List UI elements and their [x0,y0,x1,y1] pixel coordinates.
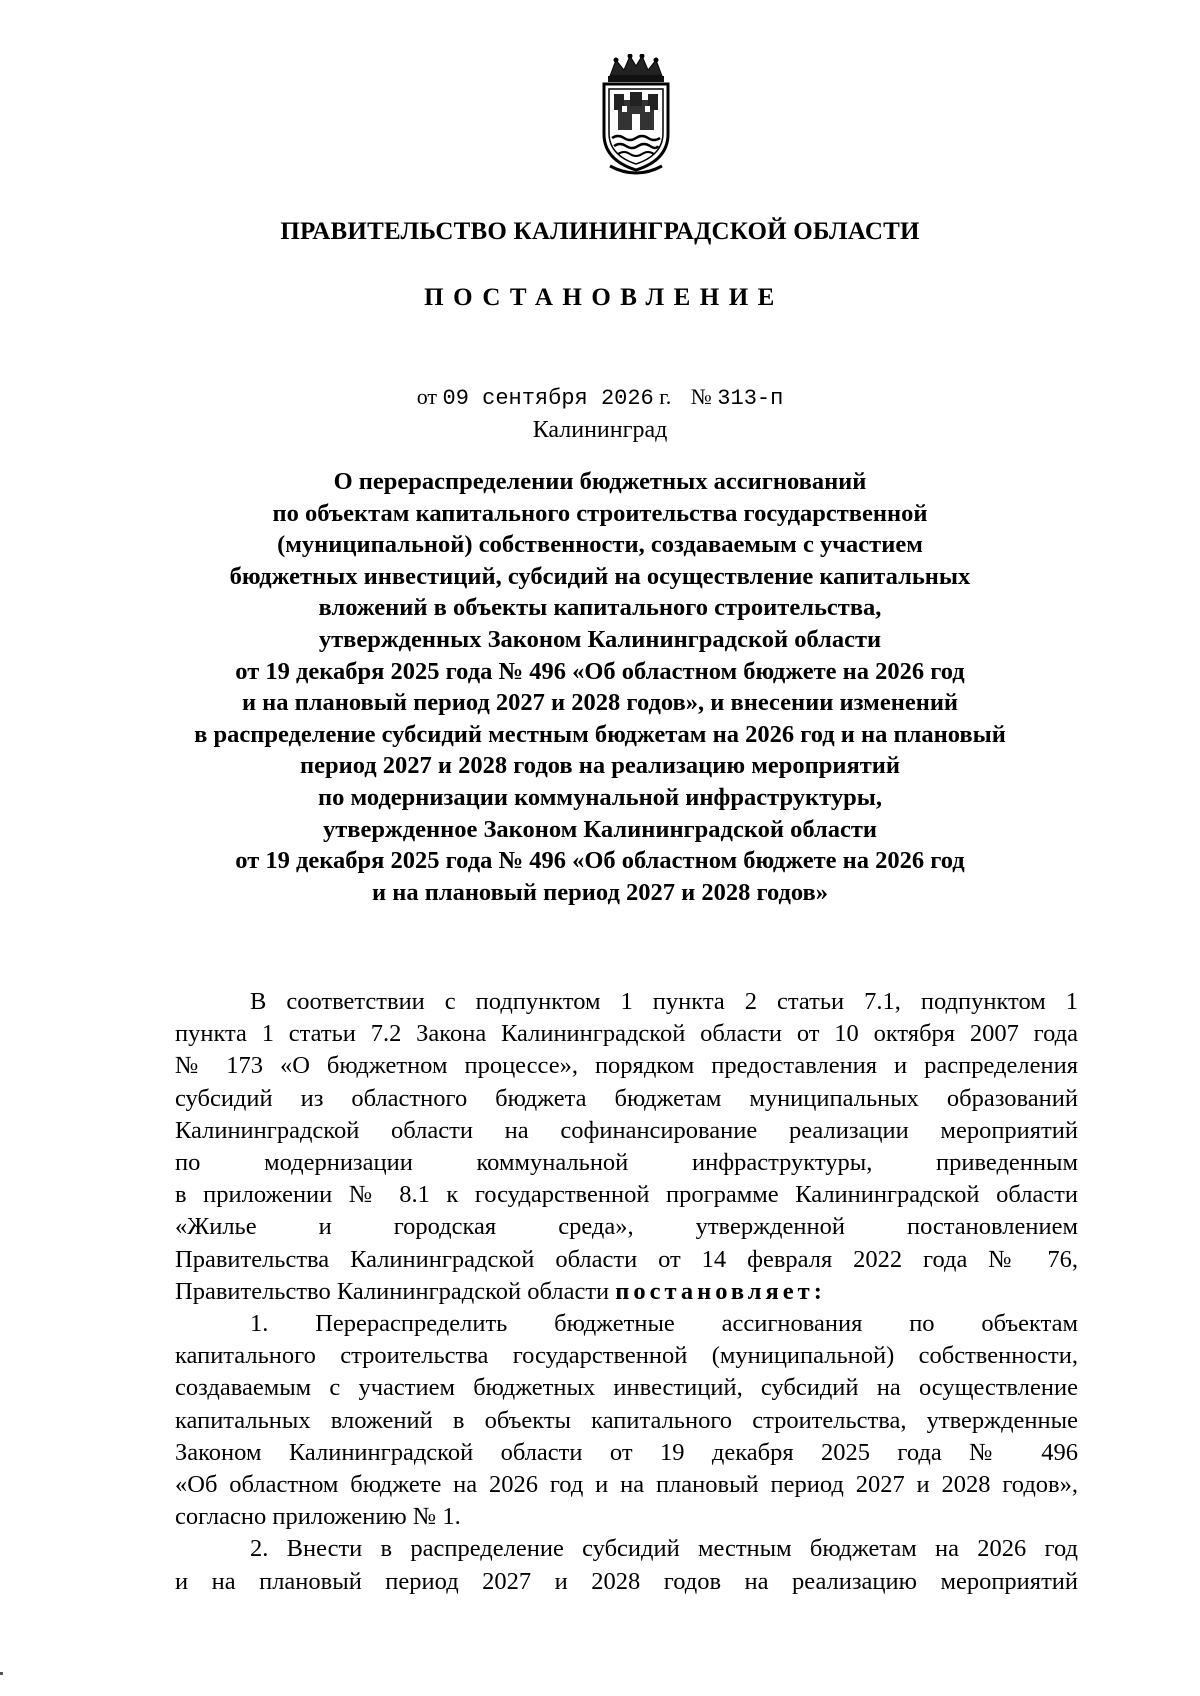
item-1-line: Законом Калининградской области от 19 декабря 2025 года № 496 [175,1438,1078,1466]
title-line: по объектам капитального строительства государственной [272,499,928,527]
body-line: по модернизации коммунальной инфраструктуры, приведенным [175,1149,1078,1177]
date-number-line [0,384,1200,411]
body-line: субсидий из областного бюджета бюджетам муниципальных образований [175,1084,1078,1112]
item-1-line: капитального строительства государственной (муниципальной) собственности, [175,1342,1078,1370]
title-line: утвержденных Законом Калининградской области [318,625,882,653]
title-line: от 19 декабря 2025 года № 496 «Об областном бюджете на 2026 год [235,657,965,685]
date-suffix: г. [659,384,672,409]
title-line: утвержденное Законом Калининградской области [322,815,878,843]
body-line: «Жилье и городская среда», утвержденной постановлением [175,1213,1078,1241]
item-1-line: согласно приложению № 1. [175,1503,461,1531]
document-body [175,986,1078,1598]
scan-edge-mark [0,1672,3,1675]
number-sign: № [690,384,712,409]
document-type: ПОСТАНОВЛЕНИЕ [424,284,784,311]
organization-name: ПРАВИТЕЛЬСТВО КАЛИНИНГРАДСКОЙ ОБЛАСТИ [280,218,920,245]
item-1-line: капитальных вложений в объекты капитального строительства, утвержденные [175,1406,1078,1434]
body-line: пункта 1 статьи 7.2 Закона Калининградской области от 10 октября 2007 года [175,1020,1078,1048]
date-prefix: от [416,384,438,409]
item-2-line: 2. Внести в распределение субсидий местным бюджетам на 2026 год [250,1535,1078,1563]
title-line: от 19 декабря 2025 года № 496 «Об областном бюджете на 2026 год [235,847,965,875]
body-line: Калининградской области на софинансирование реализации мероприятий [175,1116,1078,1144]
document-number: 313-п [717,386,784,411]
title-line: О перераспределении бюджетных ассигнований [333,468,867,495]
coat-of-arms-icon [596,54,676,180]
title-line: по модернизации коммунальной инфраструктуры, [318,783,882,811]
body-line [175,1276,1078,1308]
document-date: 09 сентября 2026 [442,386,654,411]
title-line: в распределение субсидий местным бюджетам на 2026 год и на плановый [194,720,1006,748]
item-1-line: 1. Перераспределить бюджетные ассигнования по объектам [250,1310,1078,1338]
title-line: и на плановый период 2027 и 2028 годов», и внесении изменений [241,689,959,717]
item-1-line: «Об областном бюджете на 2026 год и на плановый период 2027 и 2028 годов», [175,1471,1078,1499]
title-line: вложений в объекты капитального строительства, [318,594,882,622]
item-1-line: создаваемым с участием бюджетных инвестиций, субсидий на осуществление [175,1374,1078,1402]
resolve-word: постановляет: [615,1277,826,1305]
body-line: № 173 «О бюджетном процессе», порядком предоставления и распределения [175,1052,1078,1080]
title-line: (муниципальной) собственности, создаваемым с участием [277,531,923,559]
body-line: Правительства Калининградской области от 14 февраля 2022 года № 76, [175,1245,1078,1273]
title-line: бюджетных инвестиций, субсидий на осуществление капитальных [229,562,971,590]
title-line: период 2027 и 2028 годов на реализацию мероприятий [299,752,901,780]
document-title [120,466,1080,908]
document-city: Калининград [532,417,668,443]
body-line: в приложении № 8.1 к государственной программе Калининградской области [175,1181,1078,1209]
body-line: В соответствии с подпунктом 1 пункта 2 статьи 7.1, подпунктом 1 [250,988,1078,1015]
title-line: и на плановый период 2027 и 2028 годов» [371,878,829,906]
preamble-last: Правительство Калининградской области [175,1277,610,1305]
item-2-line: и на плановый период 2027 и 2028 годов на реализацию мероприятий [175,1567,1078,1595]
